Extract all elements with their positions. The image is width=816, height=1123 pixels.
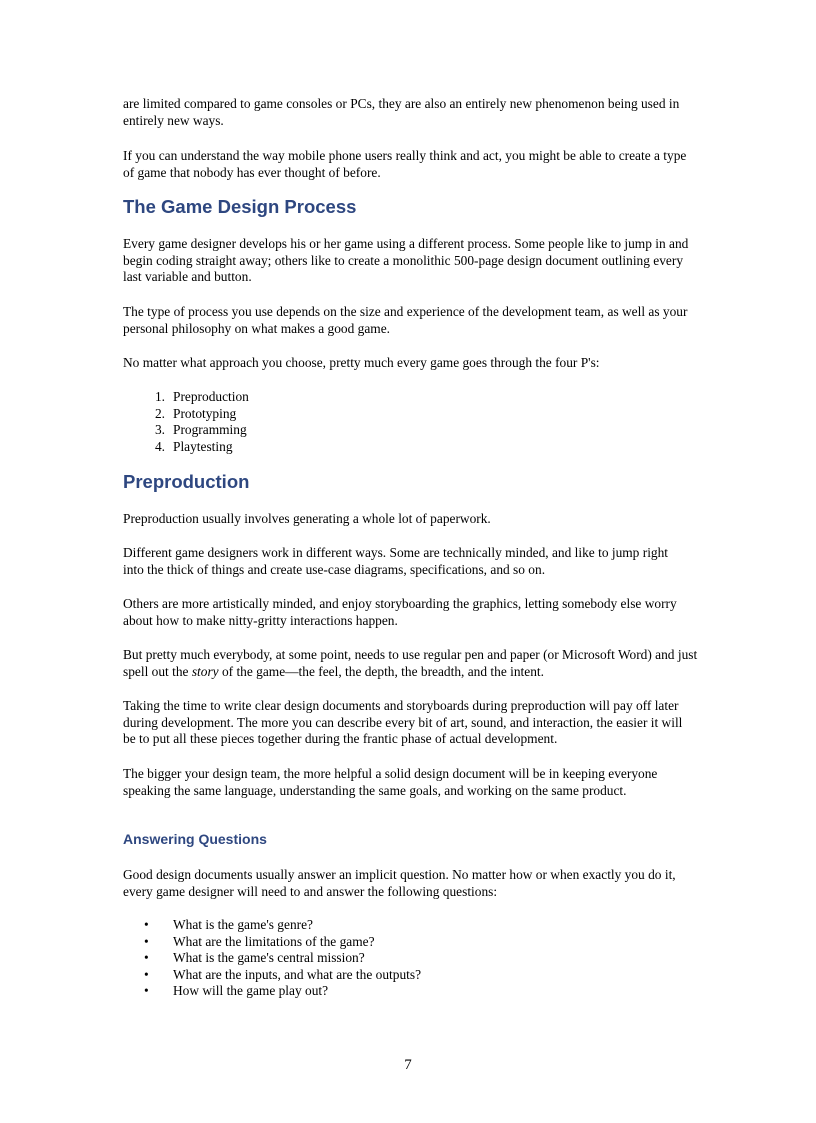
bullet-icon: • — [144, 983, 149, 999]
list-item — [123, 422, 523, 439]
intro-paragraph-2: If you can understand the way mobile phone users really think and act, you might be able to create a type of game that nobody has ever thought of before. — [123, 148, 687, 180]
preproduction-paragraph-5: Taking the time to write clear design documents and storyboards during preproduction will pay off later during development. The more you can describe every bit of art, sound, and interaction, the easier it will be to put all these pieces together during the frantic phase of actual development. — [123, 698, 683, 747]
preproduction-paragraph-2: Different game designers work in different ways. Some are technically minded, and like to jump right into the thick of things and create use-case diagrams, specifications, and so on. — [123, 545, 669, 577]
preproduction-paragraph-6: The bigger your design team, the more helpful a solid design document will be in keeping everyone speaking the same language, understanding the same goals, and working on the same product. — [123, 766, 658, 798]
list-number: 3. — [154, 422, 165, 438]
list-item — [123, 917, 543, 934]
list-item-label: What is the game's genre? — [173, 917, 313, 932]
design-process-paragraph-2: The type of process you use depends on the size and experience of the development team, as well as your personal philosophy on what makes a good game. — [123, 304, 688, 336]
list-item — [123, 389, 523, 406]
list-number: 2. — [154, 405, 165, 421]
intro-paragraph-1: are limited compared to game consoles or PCs, they are also an entirely new phenomenon being used in entirely new ways. — [123, 96, 680, 128]
section-heading-preproduction: Preproduction — [123, 471, 250, 492]
preproduction-paragraph-4 — [123, 647, 703, 680]
section-heading-design-process: The Game Design Process — [123, 196, 357, 217]
list-item — [123, 934, 543, 951]
list-item — [123, 439, 523, 456]
list-item-label: What are the inputs, and what are the outputs? — [173, 966, 422, 982]
story-text-before: But pretty much everybody, at some point, needs to use regular pen and paper (or Microsoft Word) and just spell out the — [123, 647, 698, 679]
list-item-label: Prototyping — [173, 405, 237, 421]
preproduction-paragraph-3: Others are more artistically minded, and enjoy storyboarding the graphics, letting somebody else worry about how to make nitty-gritty interactions happen. — [123, 596, 677, 628]
list-item — [123, 950, 543, 967]
list-item-label: Preproduction — [173, 389, 249, 404]
list-item-label: How will the game play out? — [173, 983, 329, 999]
list-number: 1. — [154, 389, 165, 404]
list-item — [123, 967, 543, 984]
list-item — [123, 406, 523, 423]
four-ps-list — [123, 389, 523, 455]
list-item-label: What is the game's central mission? — [173, 950, 365, 966]
story-emphasis: story — [191, 663, 219, 679]
design-process-paragraph-1: Every game designer develops his or her game using a different process. Some people like to jump in and begin coding straight away; others like to create a monolithic 500-page design document outlining every last variable and button. — [123, 236, 689, 285]
bullet-icon: • — [144, 933, 149, 949]
bullet-icon: • — [144, 950, 149, 966]
design-process-paragraph-3: No matter what approach you choose, pretty much every game goes through the four P's: — [123, 355, 600, 370]
list-item-label: Programming — [173, 422, 247, 438]
bullet-icon: • — [144, 966, 149, 982]
list-number: 4. — [154, 438, 165, 454]
subsection-heading-answering-questions: Answering Questions — [123, 831, 267, 847]
bullet-icon: • — [144, 917, 149, 932]
list-item — [123, 983, 543, 1000]
story-text-after: of the game—the feel, the depth, the breadth, and the intent. — [218, 663, 544, 679]
list-item-label: Playtesting — [173, 438, 233, 454]
page-number: 7 — [404, 1057, 412, 1073]
preproduction-paragraph-1: Preproduction usually involves generating a whole lot of paperwork. — [123, 511, 491, 526]
answering-paragraph-1: Good design documents usually answer an implicit question. No matter how or when exactly you do it, every game designer will need to and answer the following questions: — [123, 867, 676, 899]
design-questions-list — [123, 917, 543, 1000]
list-item-label: What are the limitations of the game? — [173, 933, 375, 949]
